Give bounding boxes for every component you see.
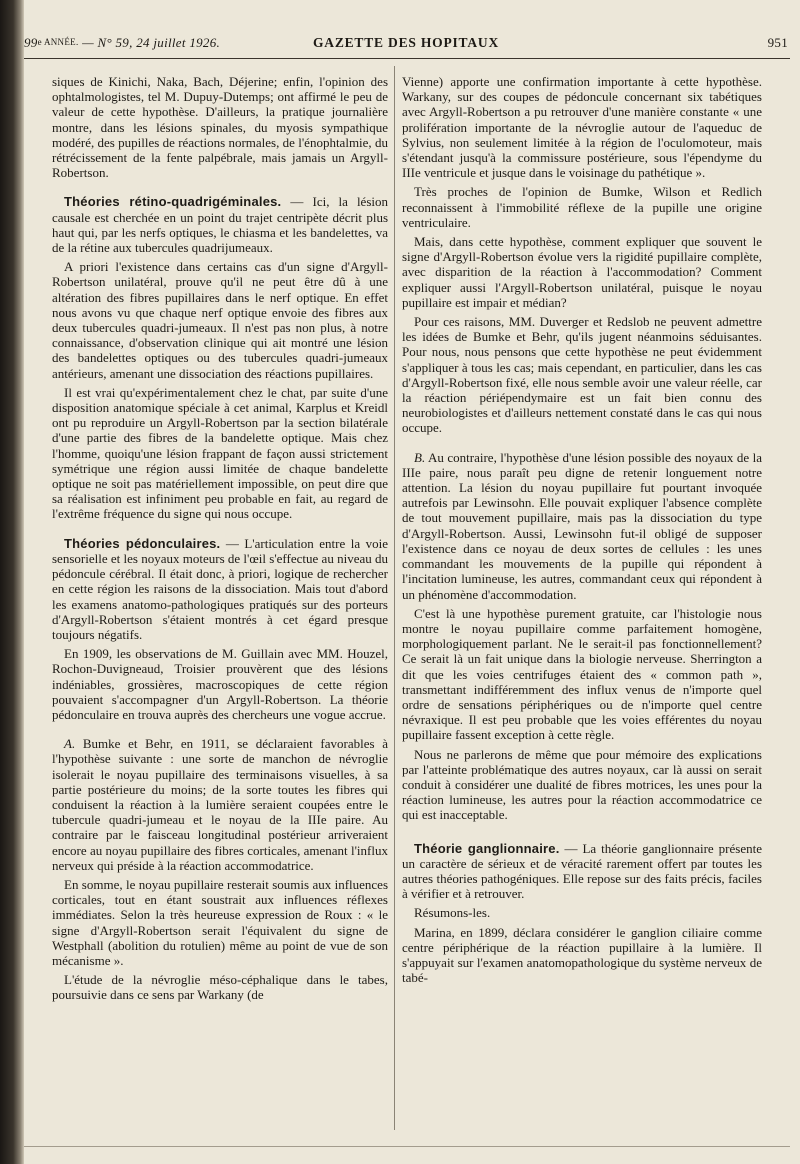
paragraph: L'étude de la névroglie méso-céphalique dans le tabes, poursuivie dans ce sens par Warkany (de [52, 972, 388, 1003]
page-bottom-edge [24, 1146, 790, 1147]
paragraph: Pour ces raisons, MM. Duverger et Redslob ne peuvent admettre les idées de Bumke et Behr, qu'ils jugent néanmoins séduisantes. Pour nous, nous pensons que cette hypothèse ne peut évidemment s'appliquer à tous les cas; mais cependant, en particulier, dans les cas d'Argyll-Robertson fixé, elle nous semble avoir une valeur réelle, car la réaction périépendymaire est un fait bien connu des neurobiologistes et d'ailleurs nettement constaté dans le cas qui nous occupe. [402, 314, 762, 436]
paragraph: En somme, le noyau pupillaire resterait soumis aux influences corticales, tout en étant soustrait aux influences réflexes immédiates. Selon la très heureuse expression de Roux : « le signe d'Argyll-Robertson serait l'équivalent du signe de Westphall (abolition du rotulien) même au point de vue de son mécanisme ». [52, 876, 388, 968]
paragraph: Marina, en 1899, déclara considérer le ganglion ciliaire comme centre périphérique de la réaction pupillaire à la lumière. Il s'appuyait sur l'examen anatomopathologique du système nerveux de tabé- [402, 924, 762, 986]
paragraph: siques de Kinichi, Naka, Bach, Déjerine; enfin, l'opinion des ophtalmologistes, tel M. Dupuy-Dutemps; ont affirmé le peu de valeur de cette hypothèse. D'ailleurs, la pratique journalière montre, dans les lésions spinales, du myosis sympathique modéré, des pupilles de réactions normales, de l'énophtalmie, du rétrécissement de la fente palpébrale, mais jamais un Argyll-Robertson. [52, 74, 388, 181]
paragraph: Vienne) apporte une confirmation importante à cette hypothèse. Warkany, sur des coupes de pédoncule concernant six tabétiques avec Argyll-Robertson a pu retrouver d'une manière constante « une prolifération importante de la névroglie autour de l'aqueduc de Sylvius, non seulement limitée à la région de l'oculomoteur, mais s'étendant jusqu'à la commissure postérieure, sous l'épendyme du IIIe ventricule et jusque dans le voisinage du pathétique ». [402, 74, 762, 181]
section-paragraph [52, 536, 388, 642]
paragraph-text: Bumke et Behr, en 1911, se déclaraient favorables à l'hypothèse suivante : une sorte de manchon de névroglie isolerait le noyau pupillaire des terminaisons visuelles, à sa partie postérieure du moins; de la sorte toutes les fibres qui conduisent la réaction à la lumière seraient coupées entre le tubercule quadri-jumeau et le noyau de la IIIe paire. Au contraire par le faisceau longitudinal postérieur arriveraient encore au noyau pupillaire des fibres corticales, amenant l'influx nerveux qui préside à la réaction accommodatrice. [52, 736, 388, 873]
header-edition: 99 [24, 35, 38, 50]
paragraph-text: — Ici, la lésion causale est cherchée en un point du trajet centripète décrit plus haut qui, par les nerfs optiques, le chiasma et les bandelettes, va de la rétine aux tubercules quadrijumeaux. [52, 194, 388, 256]
header-edition-suffix: e ANNÉE. [37, 37, 79, 47]
paragraph: En 1909, les observations de M. Guillain avec MM. Houzel, Rochon-Duvigneaud, Troisier prouvèrent que des lésions indéniables, grossières, macroscopiques de cette région pouvaient s'accompagner d'un Argyll-Robertson. La théorie pédonculaire en trouva auprès des chercheurs une vogue accrue. [52, 646, 388, 722]
paragraph: Nous ne parlerons de même que pour mémoire des explications par l'atteinte problématique des autres noyaux, car là aussi on serait conduit à considérer une dualité de fibres motrices, les unes pour la réaction lumineuse, les autres pour la réaction accommodatrice ce qui est inacceptable. [402, 746, 762, 823]
paragraph: A priori l'existence dans certains cas d'un signe d'Argyll-Robertson unilatéral, prouve qu'il ne peut être dû à une altération des fibres pupillaires dans le nerf optique. En effet nous avons vu que chaque nerf optique envoie des fibres aux deux tubercules quadri-jumeaux. Il n'est pas non plus, à notre connaissance, d'observation clinique qui ait montré une lésion des bandelettes optiques ou des tubercules quadri-jumeaux antérieurs, amenant une dissociation des réactions pupillaires. [52, 259, 388, 381]
paragraph-text: — La théorie ganglionnaire présente un caractère de sérieux et de véracité rarement offert par toutes les autres théories pathogéniques. Elle repose sur des faits précis, faciles à vérifier et à retrouver. [402, 840, 762, 902]
paragraph: Mais, dans cette hypothèse, comment expliquer que souvent le signe d'Argyll-Robertson évolue vers la rigidité pupillaire complète, avec disparition de la réaction à l'accommodation? Comment expliquer aussi l'Argyll-Robertson unilatéral, puisque le noyau pupillaire est impair et médian? [402, 234, 762, 310]
running-header [24, 33, 788, 55]
journal-title: GAZETTE DES HOPITAUX [312, 35, 500, 50]
section-heading: Théories rétino-quadrigéminales. [64, 194, 282, 210]
left-column [52, 74, 388, 1007]
paragraph [402, 450, 762, 602]
paragraph [52, 736, 388, 873]
paragraph: C'est là une hypothèse purement gratuite, car l'histologie nous montre le noyau pupillaire comme parfaitement homogène, morphologiquement parlant. Ne le serait-il pas fonctionnellement? Ce serait là un fait unique dans la biologie nerveuse. Sherrington a dit que les voies centrifuges étaient des « common path », transmettant indifféremment des influx venus de n'importe quel ordre de sensations périphériques ou de n'importe quel centre névraxique. Il est peu probable que les voies efférentes du noyau pupillaire fassent exception à cette règle. [402, 605, 762, 743]
section-heading: Théorie ganglionnaire. [414, 840, 560, 856]
paragraph-lead: B. [414, 449, 426, 465]
section-paragraph [52, 194, 388, 255]
paragraph: Résumons-les. [414, 905, 491, 921]
header-issue-date: — N° 59, 24 juillet 1926. [82, 35, 221, 50]
column-separator [394, 66, 395, 1130]
paragraph: Très proches de l'opinion de Bumke, Wilson et Redlich reconnaissent à l'immobilité réflexe de la pupille une origine ventriculaire. [402, 184, 762, 230]
page-number: 951 [767, 35, 788, 50]
header-rule [24, 58, 790, 59]
book-binding-edge [0, 0, 24, 1164]
section-paragraph [402, 841, 762, 902]
section-heading: Théories pédonculaires. [64, 535, 221, 551]
right-column [402, 74, 762, 989]
paragraph-text: Au contraire, l'hypothèse d'une lésion possible des noyaux de la IIIe paire, nous paraît peu digne de retenir longuement notre attention. La lésion du noyau pupillaire fut pourtant invoquée autrefois par Lewinsohn. Elle pouvait expliquer l'absence complète de tout mouvement pupillaire, mais pas la dissociation du type d'Argyll-Robertson. Aussi, Lewinsohn fut-il obligé de supposer l'existence dans ce noyau de deux sortes de cellules : les unes commandant les mouvements de la pupille qui répondent à l'incitation lumineuse, les autres, commandant ceux qui répondent à un phénomène d'accommodation. [402, 449, 762, 602]
paragraph-text: — L'articulation entre la voie sensorielle et les noyaux moteurs de l'œil s'effectue au niveau du pédoncule cérébral. Il était donc, à priori, logique de rechercher en cette région les raisons de la dissociation. Mais tout d'abord les examens anatomo-pathologiques pratiqués sur des porteurs d'Argyll-Robertson s'étaient montrés à cet égard presque toujours négatifs. [52, 535, 388, 642]
paragraph-lead: A. [64, 736, 76, 752]
paragraph: Il est vrai qu'expérimentalement chez le chat, par suite d'une disposition anatomique spéciale à cet animal, Karplus et Kreidl ont pu reproduire un Argyll-Robertson par la section bilatérale d'une partie des fibres de la bandelette optique. Mais chez l'homme, quoiqu'une lésion frappant de façon aussi strictement symétrique une région aussi limitée de chaque bandelette optique ne soit pas matériellement impossible, on peut dire que sa réalisation est infiniment peu probable en fait, au regard de l'extrême fréquence du signe qui nous occupe. [52, 384, 388, 522]
